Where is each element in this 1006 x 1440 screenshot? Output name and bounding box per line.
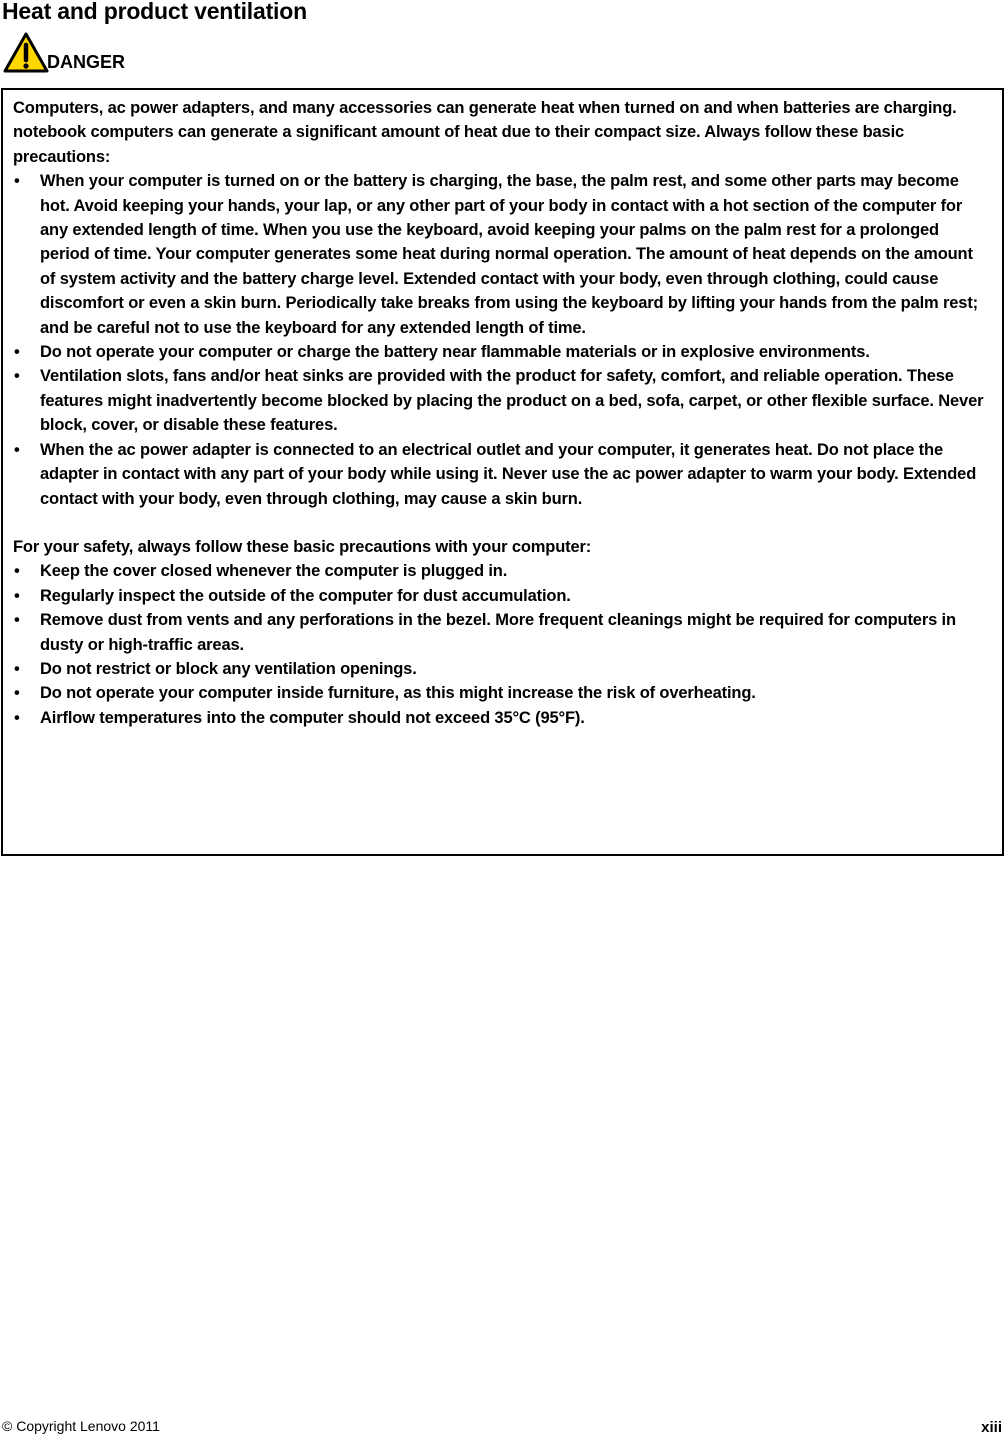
list-item [13,169,992,340]
list-item-text: Do not operate your computer inside furniture, as this might increase the risk of overheating. [40,684,756,703]
list-item-text: Keep the cover closed whenever the computer is plugged in. [40,562,508,581]
list-item-text: When your computer is turned on or the battery is charging, the base, the palm rest, and some other parts may become hot. Avoid keeping your hands, your lap, or any other part of your body in contact with a hot section of the computer for any extended length of time. When you use the keyboard, avoid keeping your palms on the palm rest for a prolonged period of time. Your computer generates some heat during normal operation. The amount of heat depends on the amount of system activity and the battery charge level. Extended contact with your body, even through clothing, could cause discomfort or even a skin burn. Periodically take breaks from using the keyboard by lifting your hands from the palm rest; and be careful not to use the keyboard for any extended length of time. [40,172,979,337]
bullet-marker: • [14,611,20,630]
list-item [13,706,992,730]
bullet-marker: • [14,172,20,191]
list-item-text: Ventilation slots, fans and/or heat sinks are provided with the product for safety, comfort, and reliable operation. These features might inadvertently become blocked by placing the product on a bed, sofa, carpet, or other flexible surface. Never block, cover, or disable these features. [40,367,984,435]
danger-notice [2,30,125,76]
bullet-marker: • [14,367,20,386]
bullet-marker: • [14,586,20,605]
warning-triangle-icon [2,31,50,75]
list-item [13,584,992,608]
page-number: xiii [981,1419,1002,1436]
list-item [13,364,992,437]
danger-box [1,88,1004,856]
list-item-text: Remove dust from vents and any perforations in the bezel. More frequent cleanings might be required for computers in dusty or high-traffic areas. [40,611,956,654]
safety-intro: For your safety, always follow these basic precautions with your computer: [13,537,592,556]
bullet-marker: • [14,343,20,362]
danger-bullet-list [13,169,992,511]
bullet-marker: • [14,440,20,459]
bullet-marker: • [14,708,20,727]
spacer [13,511,992,535]
danger-intro: Computers, ac power adapters, and many accessories can generate heat when turned on and when batteries are charging. notebook computers can generate a significant amount of heat due to their compact size. Always follow these basic precautions: [13,99,957,166]
danger-label: DANGER [47,51,126,72]
list-item [13,559,992,583]
copyright-notice: © Copyright Lenovo 2011 [2,1418,160,1434]
list-item [13,438,992,511]
list-item [13,681,992,705]
list-item-text: Do not restrict or block any ventilation openings. [40,659,417,678]
list-item-text: When the ac power adapter is connected to an electrical outlet and your computer, it generates heat. Do not place the adapter in contact with any part of your body while using it. Never use the ac power adapter to warm your body. Extended contact with your body, even through clothing, may cause a skin burn. [40,440,977,508]
bullet-marker: • [14,684,20,703]
list-item-text: Do not operate your computer or charge the battery near flammable materials or in explosive environments. [40,343,870,362]
list-item [13,608,992,657]
list-item [13,340,992,364]
list-item-text: Airflow temperatures into the computer should not exceed 35°C (95°F). [40,708,585,727]
bullet-marker: • [14,562,20,581]
list-item [13,657,992,681]
safety-bullet-list [13,559,992,730]
bullet-marker: • [14,659,20,678]
list-item-text: Regularly inspect the outside of the computer for dust accumulation. [40,586,571,605]
page-title: Heat and product ventilation [2,0,307,24]
